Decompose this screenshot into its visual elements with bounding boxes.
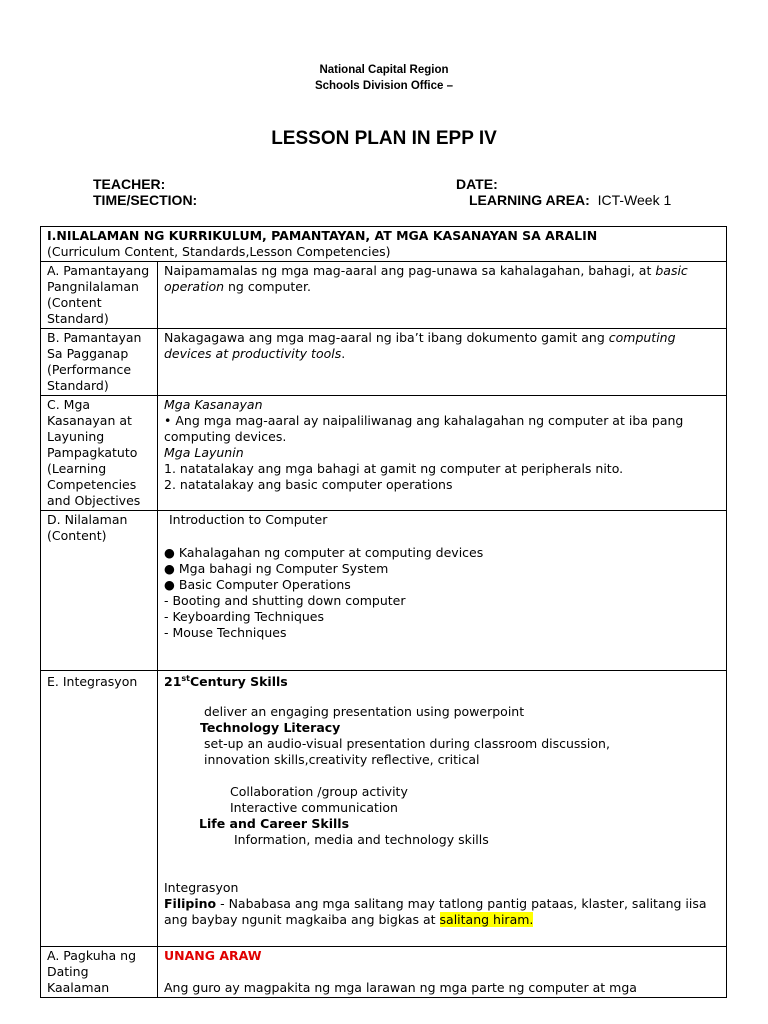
kasanayan-heading: Mga Kasanayan <box>164 397 263 412</box>
integrasyon-label: Integrasyon <box>164 880 239 895</box>
kasanayan-item: • Ang mga mag-aaral ay naipaliliwanag ang kahalagahan ng computer at iba pang computing devices. <box>164 413 684 444</box>
layunin-item-1: 1. natatalakay ang mga bahagi at gamit ng computer at peripherals nito. <box>164 461 624 476</box>
section-one-title: I.NILALAMAN NG KURRIKULUM, PAMANTAYAN, AT MGA KASANAYAN SA ARALIN <box>47 228 598 243</box>
content-standard-label: A. Pamantayang Pangnilalaman (Content Standard) <box>41 262 158 329</box>
section-one-subtitle: (Curriculum Content, Standards,Lesson Competencies) <box>47 244 391 259</box>
content-item: ● Basic Computer Operations <box>164 577 351 592</box>
content-label: D. Nilalaman (Content) <box>41 511 158 671</box>
performance-standard-label: B. Pamantayan Sa Pagganap (Performance Standard) <box>41 329 158 396</box>
highlighted-text: salitang hiram. <box>439 912 534 927</box>
century-skills-heading: 21stCentury Skills <box>164 673 288 689</box>
content-item: ● Kahalagahan ng computer at computing devices <box>164 545 484 560</box>
prior-knowledge-text: Ang guro ay magpakita ng mga larawan ng mga parte ng computer at mga <box>164 980 637 995</box>
content-standard-text: Naipamamalas ng mga mag-aaral ang pag-unawa sa kahalagahan, bahagi, at basic operation ng computer. <box>158 262 727 329</box>
learning-area: LEARNING AREA: ICT-Week 1 <box>469 192 672 208</box>
layunin-heading: Mga Layunin <box>164 445 244 460</box>
integration-body <box>158 671 727 947</box>
content-row <box>41 511 727 671</box>
lesson-plan-table <box>40 226 727 998</box>
content-standard-row <box>41 262 727 329</box>
performance-standard-row <box>41 329 727 396</box>
skills-line: Interactive communication <box>230 800 398 815</box>
section-label: TIME/SECTION: <box>93 192 198 208</box>
filipino-integration: Filipino - Nababasa ang mga salitang may tatlong pantig pataas, klaster, salitang iisa ang baybay ngunit magkaiba ang bigkas at salitang hiram. <box>164 896 707 927</box>
content-body <box>158 511 727 671</box>
performance-standard-text: Nakagagawa ang mga mag-aaral ng iba’t ibang dokumento gamit ang computing devices at productivity tools. <box>158 329 727 396</box>
life-career-heading: Life and Career Skills <box>199 816 350 831</box>
section-one-row <box>41 227 727 262</box>
prior-knowledge-label: A. Pagkuha ng Dating Kaalaman <box>41 947 158 998</box>
division-heading: Schools Division Office – <box>314 80 454 92</box>
competencies-content <box>158 396 727 511</box>
skills-line: set-up an audio-visual presentation during classroom discussion, <box>204 736 610 751</box>
skills-line: innovation skills,creativity reflective, critical <box>204 752 480 767</box>
competencies-label: C. Mga Kasanayan at Layuning Pampagkatuto (Learning Competencies and Objectives <box>41 396 158 511</box>
integration-label: E. Integrasyon <box>41 671 158 947</box>
competencies-row <box>41 396 727 511</box>
skills-line: deliver an engaging presentation using powerpoint <box>204 704 525 719</box>
content-topic: Introduction to Computer <box>169 512 328 527</box>
date-label: DATE: <box>456 176 498 192</box>
learning-area-value: ICT-Week 1 <box>597 192 672 208</box>
tech-literacy-heading: Technology Literacy <box>200 720 341 735</box>
content-item: - Booting and shutting down computer <box>164 593 406 608</box>
teacher-label: TEACHER: <box>93 176 166 192</box>
content-item: ● Mga bahagi ng Computer System <box>164 561 389 576</box>
page-title: LESSON PLAN IN EPP IV <box>271 128 497 149</box>
day-heading: UNANG ARAW <box>164 948 262 963</box>
integration-row <box>41 671 727 947</box>
prior-knowledge-body <box>158 947 727 998</box>
skills-line: Collaboration /group activity <box>230 784 408 799</box>
skills-line: Information, media and technology skills <box>234 832 489 847</box>
layunin-item-2: 2. natatalakay ang basic computer operations <box>164 477 453 492</box>
content-item: - Mouse Techniques <box>164 625 287 640</box>
prior-knowledge-row <box>41 947 727 998</box>
content-item: - Keyboarding Techniques <box>164 609 324 624</box>
region-heading: National Capital Region <box>319 64 449 76</box>
